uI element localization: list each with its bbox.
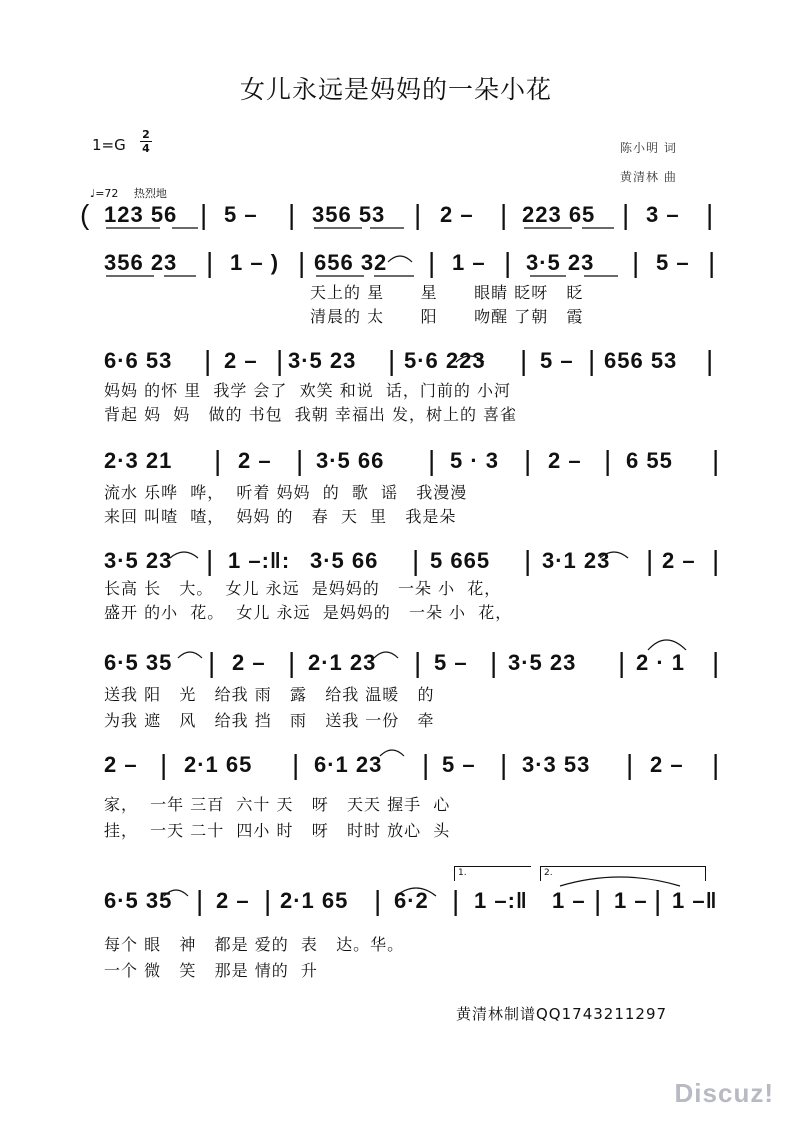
barline: | [500, 749, 509, 780]
measure-notes: 3·5 66 [316, 448, 385, 473]
barline: | [414, 647, 423, 678]
lyric-text: 盛开 的小 花。 女儿 永远 是妈妈的 一朵 小 花， [104, 603, 513, 622]
time-denominator: 4 [140, 141, 152, 155]
barline: | [298, 247, 307, 278]
barline: | [452, 885, 461, 916]
barline: | [626, 749, 635, 780]
measure-notes: 6·2 [394, 888, 429, 913]
barline: | [214, 445, 223, 476]
measure-notes: 5 – [656, 250, 690, 275]
measure-notes: 5·6 223 [404, 348, 486, 373]
watermark-logo: Discuz! [674, 1078, 774, 1108]
barline: | [200, 199, 209, 230]
barline: | [632, 247, 641, 278]
song-title: 女儿永远是妈妈的一朵小花 [239, 75, 552, 104]
measure-notes: 2·3 21 [104, 448, 173, 473]
measure-notes: 3·3 53 [522, 752, 591, 777]
measure-notes: 356 53 [312, 202, 386, 227]
barline: | [288, 647, 297, 678]
barline: | [208, 647, 217, 678]
measure-notes: 2 – [104, 752, 138, 777]
barline: | [500, 199, 509, 230]
measure-notes: 3·5 66 [310, 548, 379, 573]
measure-notes: 5 – [224, 202, 258, 227]
barline: | [708, 247, 717, 278]
lyric-text: 清晨的 太 阳 吻醒 了朝 霞 [310, 307, 584, 326]
barline: | [604, 445, 613, 476]
measure-notes: 3·5 23 [526, 250, 595, 275]
lyric-text: 背起 妈 妈 做的 书包 我朝 幸福出 发，树上的 喜雀 [104, 405, 518, 424]
measure-notes: 5 – [434, 650, 468, 675]
barline: | [524, 545, 533, 576]
barline: | [422, 749, 431, 780]
lyric-text: 家， 一年 三百 六十 天 呀 天天 握手 心 [104, 795, 451, 814]
barline: | [296, 445, 305, 476]
first-ending-label: 1. [458, 868, 467, 878]
barline: | [594, 885, 603, 916]
lyric-text: 为我 遮 风 给我 挡 雨 送我 一份 牵 [104, 711, 435, 730]
measure-notes: 1 – ) [230, 250, 280, 275]
measure-notes: 2 – [224, 348, 258, 373]
lyric-text: 妈妈 的怀 里 我学 会了 欢笑 和说 话，门前的 小河 [104, 381, 511, 400]
barline: | [196, 885, 205, 916]
lyric-text: 来回 叫喳 喳， 妈妈 的 春 天 里 我是朵 [104, 507, 457, 526]
barline: | [618, 647, 627, 678]
barline: | [588, 345, 597, 376]
barline: | [712, 647, 721, 678]
measure-notes: 2 – [216, 888, 250, 913]
measure-notes: 2 · 1 [636, 650, 686, 675]
measure-notes: 1 – [452, 250, 486, 275]
barline: | [206, 247, 215, 278]
measure-notes: 1 –:‖ [474, 888, 528, 913]
barline: | [490, 647, 499, 678]
barline: | [414, 199, 423, 230]
lyric-text: 送我 阳 光 给我 雨 露 给我 温暖 的 [104, 685, 435, 704]
expression-marking: 热烈地 [133, 187, 167, 200]
key-signature: 1=G [92, 136, 126, 154]
measure-notes: 656 32 [314, 250, 388, 275]
measure-notes: 3·5 23 [288, 348, 357, 373]
measure-notes: 6·5 35 [104, 650, 173, 675]
barline: | [428, 247, 437, 278]
measure-notes: 6·1 23 [314, 752, 383, 777]
measure-notes: 6·6 53 [104, 348, 173, 373]
measure-notes: 6 55 [626, 448, 673, 473]
measure-notes: 2 – [548, 448, 582, 473]
barline: | [160, 749, 169, 780]
measure-notes: 3·1 23 [542, 548, 611, 573]
barline: | [712, 445, 721, 476]
barline: | [288, 199, 297, 230]
measure-notes: 2 – [440, 202, 474, 227]
barline: | [712, 749, 721, 780]
lyricist-credit: 陈小明 词 [620, 141, 677, 155]
measure-notes: 6·5 35 [104, 888, 173, 913]
measure-notes: 1 –:‖: [228, 548, 291, 573]
time-numerator: 2 [142, 128, 150, 141]
measure-notes: 5 665 [430, 548, 491, 573]
second-ending-label: 2. [544, 868, 553, 878]
measure-notes: 2 – [650, 752, 684, 777]
measure-notes: 223 65 [522, 202, 596, 227]
lyric-text: 流水 乐哗 哗， 听着 妈妈 的 歌 谣 我漫漫 [104, 483, 468, 502]
composer-credit: 黄清林 曲 [620, 170, 677, 184]
barline: | [292, 749, 301, 780]
measure-notes: 1 – [552, 888, 586, 913]
measure-notes: 2 – [662, 548, 696, 573]
barline: | [374, 885, 383, 916]
barline: | [388, 345, 397, 376]
measure-notes: 2·1 23 [308, 650, 377, 675]
barline: | [654, 885, 663, 916]
tempo-value: ♩=72 [90, 187, 119, 200]
lyric-text: 天上的 星 星 眼睛 眨呀 眨 [310, 283, 584, 302]
measure-notes: 5 · 3 [450, 448, 500, 473]
measure-notes: 2·1 65 [184, 752, 253, 777]
lyric-text: 长高 长 大。 女儿 永远 是妈妈的 一朵 小 花， [104, 579, 502, 598]
barline: | [428, 445, 437, 476]
barline: | [524, 445, 533, 476]
barline: | [204, 345, 213, 376]
measure-notes: 2·1 65 [280, 888, 349, 913]
measure-notes: 356 23 [104, 250, 178, 275]
barline: | [706, 199, 715, 230]
lyric-text: 挂， 一天 二十 四小 时 呀 时时 放心 头 [104, 821, 451, 840]
barline: | [712, 545, 721, 576]
measure-notes: 3·5 23 [508, 650, 577, 675]
measure-notes: 2 – [232, 650, 266, 675]
measure-notes: 5 – [442, 752, 476, 777]
lyric-text: 每个 眼 神 都是 爱的 表 达。华。 [104, 935, 405, 954]
transcriber-credit: 黄清林制谱QQ1743211297 [456, 1005, 668, 1023]
measure-notes: 3 – [646, 202, 680, 227]
barline: | [276, 345, 285, 376]
barline: | [520, 345, 529, 376]
lyric-text: 一个 微 笑 那是 情的 升 [104, 961, 318, 980]
barline: | [622, 199, 631, 230]
measure-notes: 3·5 23 [104, 548, 173, 573]
measure-notes: 656 53 [604, 348, 678, 373]
barline: | [504, 247, 513, 278]
barline: | [412, 545, 421, 576]
barline: ( [80, 199, 91, 230]
barline: | [646, 545, 655, 576]
measure-notes: 1 –‖ [672, 888, 718, 913]
measure-notes: 5 – [540, 348, 574, 373]
barline: | [264, 885, 273, 916]
measure-notes: 123 56 [104, 202, 178, 227]
barline: | [706, 345, 715, 376]
barline: | [206, 545, 215, 576]
measure-notes: 1 – [614, 888, 648, 913]
measure-notes: 2 – [238, 448, 272, 473]
